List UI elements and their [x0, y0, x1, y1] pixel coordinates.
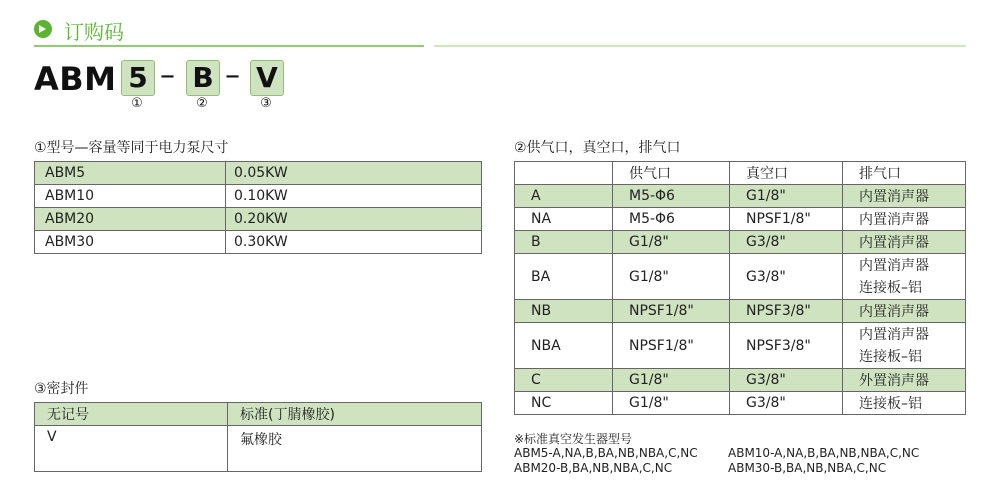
table-row [515, 300, 966, 323]
table-row [35, 162, 482, 185]
table-cell: ABM10 [35, 185, 226, 208]
ports-table [514, 161, 966, 415]
cell-line: 连接板–铝 [859, 279, 922, 296]
model-part-size: 5 [121, 60, 155, 96]
model-prefix: ABM [34, 60, 117, 98]
table-header: 无记号 [35, 403, 228, 426]
model-dash: – [225, 58, 240, 93]
notes-line: ABM20-B,BA,NB,NBA,C,NC [514, 461, 673, 475]
section-title: 订购码 [64, 20, 124, 44]
table-cell: G3/8" [730, 254, 843, 300]
table-row [515, 392, 966, 415]
table-cell: G1/8" [730, 185, 843, 208]
table-cell: G3/8" [730, 369, 843, 392]
table-header: 供气口 [613, 162, 730, 185]
model-part-port: B [186, 60, 220, 96]
table-cell: 内置消声器 [843, 231, 966, 254]
table-cell: G1/8" [613, 369, 730, 392]
table-cell: V [35, 426, 228, 472]
table-row [35, 426, 482, 472]
table-cell: 内置消声器 [843, 300, 966, 323]
model-marker: ② [196, 96, 208, 111]
table-cell: A [515, 185, 613, 208]
cell-line: 内置消声器 [859, 326, 929, 343]
model-dash: – [160, 58, 175, 93]
table-header [515, 162, 613, 185]
table-cell: 外置消声器 [843, 369, 966, 392]
table-row [35, 231, 482, 254]
section-header [34, 14, 966, 50]
table-cell: B [515, 231, 613, 254]
table-cell: NPSF1/8" [613, 323, 730, 369]
table-cell: 氟橡胶 [228, 426, 482, 472]
table-cell: ABM20 [35, 208, 226, 231]
table-cell: NC [515, 392, 613, 415]
table-header: 标准(丁腈橡胶) [228, 403, 482, 426]
table-cell: BA [515, 254, 613, 300]
table-cell: NBA [515, 323, 613, 369]
ports-title: ②供气口，真空口，排气口 [514, 140, 681, 156]
table-cell: NPSF3/8" [730, 323, 843, 369]
table-cell: 内置消声器 [843, 185, 966, 208]
table-cell: 内置消声器 [843, 208, 966, 231]
table-cell: ABM5 [35, 162, 226, 185]
table-cell: 0.05KW [226, 162, 482, 185]
table-cell: NPSF1/8" [730, 208, 843, 231]
arrow-right-icon [34, 20, 52, 38]
table-header-row [35, 403, 482, 426]
table-cell [843, 323, 966, 369]
model-marker: ③ [260, 96, 272, 111]
divider [34, 45, 424, 47]
cell-line: 连接板–铝 [859, 348, 922, 365]
table-cell: 0.30KW [226, 231, 482, 254]
notes-line: ABM30-B,BA,NB,NBA,C,NC [728, 461, 887, 475]
table-cell: NPSF1/8" [613, 300, 730, 323]
table-cell: G1/8" [613, 254, 730, 300]
table-cell: 连接板–铝 [843, 392, 966, 415]
table-cell: C [515, 369, 613, 392]
table-cell: G3/8" [730, 392, 843, 415]
table-header-row [515, 162, 966, 185]
table-cell: ABM30 [35, 231, 226, 254]
table-cell: M5-Φ6 [613, 185, 730, 208]
table-cell: NA [515, 208, 613, 231]
notes-line: ABM5-A,NA,B,BA,NB,NBA,C,NC [514, 446, 698, 460]
seal-table [34, 402, 482, 472]
table-row [35, 185, 482, 208]
table-cell: NPSF3/8" [730, 300, 843, 323]
model-marker: ① [131, 96, 143, 111]
model-part-seal: V [250, 60, 284, 96]
table-row [515, 208, 966, 231]
table-header: 真空口 [730, 162, 843, 185]
capacity-table [34, 161, 482, 254]
divider [434, 45, 966, 47]
table-cell: 0.20KW [226, 208, 482, 231]
table-row [515, 254, 966, 300]
table-row [515, 323, 966, 369]
table-cell: G3/8" [730, 231, 843, 254]
notes-line: ABM10-A,NA,B,BA,NB,NBA,C,NC [728, 446, 920, 460]
capacity-title: ①型号—容量等同于电力泵尺寸 [34, 140, 229, 156]
table-cell: G1/8" [613, 231, 730, 254]
table-row [515, 185, 966, 208]
table-cell: G1/8" [613, 392, 730, 415]
seal-title: ③密封件 [34, 381, 89, 397]
cell-line: 内置消声器 [859, 257, 929, 274]
table-row [515, 369, 966, 392]
table-row [35, 208, 482, 231]
table-header: 排气口 [843, 162, 966, 185]
table-cell [843, 254, 966, 300]
table-row [515, 231, 966, 254]
table-cell: M5-Φ6 [613, 208, 730, 231]
notes-title: ※标准真空发生器型号 [514, 432, 633, 446]
table-cell: NB [515, 300, 613, 323]
table-cell: 0.10KW [226, 185, 482, 208]
